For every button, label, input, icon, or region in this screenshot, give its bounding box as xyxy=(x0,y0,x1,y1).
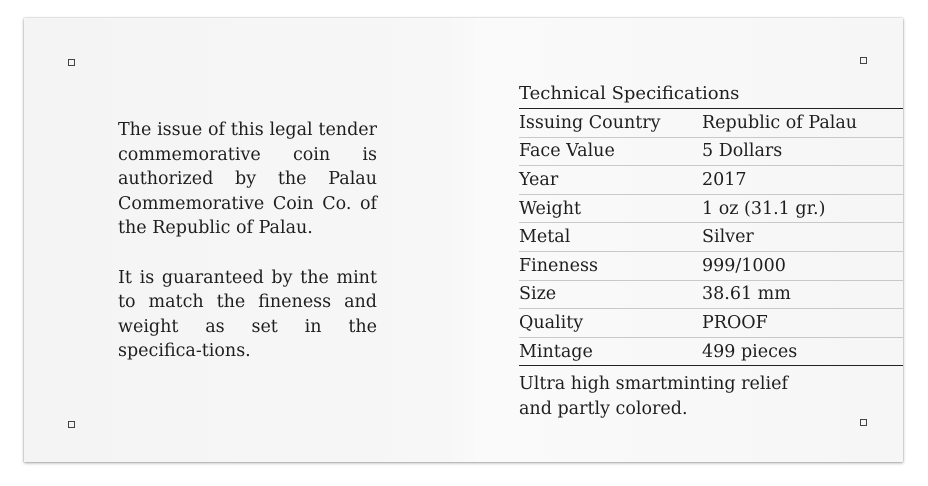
spec-value: 38.61 mm xyxy=(702,280,903,309)
corner-mark-bottom-left xyxy=(68,421,75,428)
table-row xyxy=(519,309,903,338)
spec-label: Metal xyxy=(519,223,702,252)
spec-label: Quality xyxy=(519,309,702,338)
note-line: and partly colored. xyxy=(519,398,688,419)
table-row xyxy=(519,194,903,223)
specifications-title: Technical Specifications xyxy=(519,82,903,109)
spec-label: Size xyxy=(519,280,702,309)
table-row xyxy=(519,280,903,309)
spec-value: Republic of Palau xyxy=(702,109,903,137)
table-row xyxy=(519,109,903,137)
authorization-text xyxy=(118,118,377,389)
guarantee-paragraph: It is guaranteed by the mint to match the fineness and weight as set in the specifica-tions. xyxy=(118,267,377,361)
spec-value: Silver xyxy=(702,223,903,252)
specifications-note xyxy=(519,372,903,421)
spec-label: Mintage xyxy=(519,337,702,366)
spec-label: Issuing Country xyxy=(519,109,702,137)
spec-value: 999/1000 xyxy=(702,251,903,280)
corner-mark-top-right xyxy=(860,57,867,64)
spec-label: Fineness xyxy=(519,251,702,280)
table-row xyxy=(519,337,903,366)
specifications-table xyxy=(519,109,903,366)
table-row xyxy=(519,166,903,195)
note-line: Ultra high smartminting relief xyxy=(519,374,788,395)
technical-specifications xyxy=(519,82,903,421)
spec-value: 5 Dollars xyxy=(702,137,903,166)
table-row xyxy=(519,223,903,252)
spec-label: Face Value xyxy=(519,137,702,166)
table-row xyxy=(519,251,903,280)
document-sheet xyxy=(24,18,903,462)
authorization-paragraph: The issue of this legal tender commemorative coin is authorized by the Palau Commemorative Coin Co. of the Republic of Palau. xyxy=(118,120,377,238)
spec-value: 1 oz (31.1 gr.) xyxy=(702,194,903,223)
table-row xyxy=(519,137,903,166)
corner-mark-top-left xyxy=(68,59,75,66)
spec-value: 2017 xyxy=(702,166,903,195)
spec-value: 499 pieces xyxy=(702,337,903,366)
spec-label: Weight xyxy=(519,194,702,223)
spec-label: Year xyxy=(519,166,702,195)
spec-value: PROOF xyxy=(702,309,903,338)
